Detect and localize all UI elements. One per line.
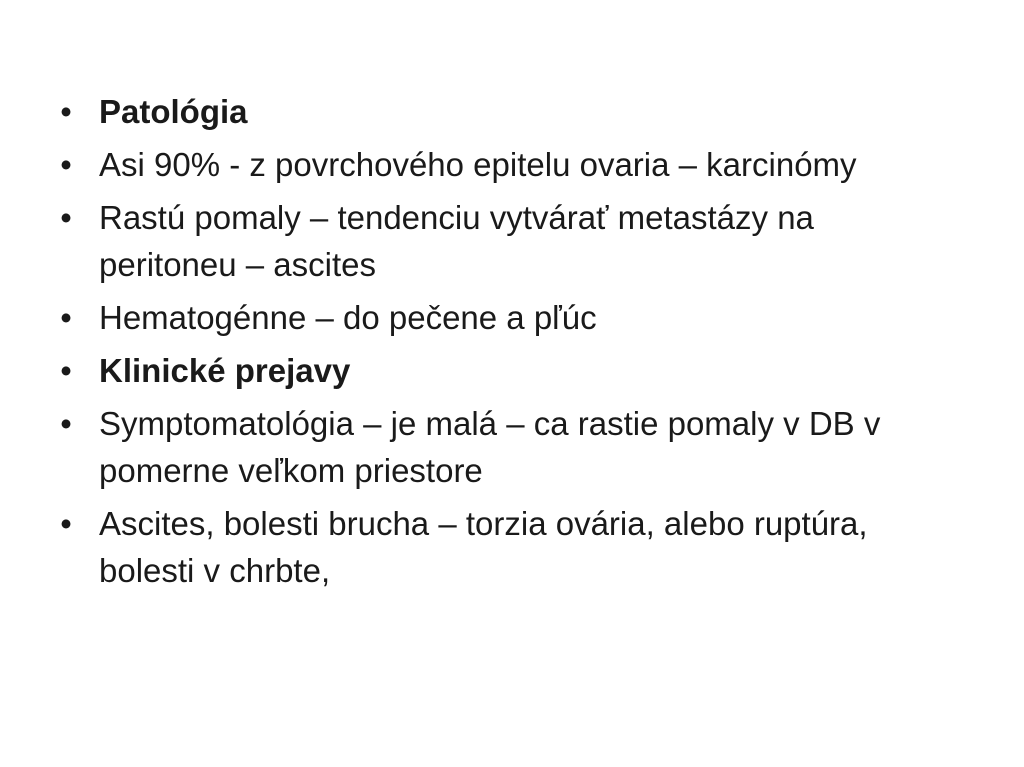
bullet-icon: • bbox=[60, 505, 72, 542]
bullet-text: Rastú pomaly – tendenciu vytvárať metastázy na peritoneu – ascites bbox=[99, 199, 814, 283]
bullet-text: Asi 90% - z povrchového epitelu ovaria – karcinómy bbox=[99, 146, 857, 183]
bullet-icon: • bbox=[60, 93, 72, 130]
bullet-text: Symptomatológia – je malá – ca rastie pomaly v DB v pomerne veľkom priestore bbox=[99, 405, 881, 489]
bullet-item bbox=[56, 294, 956, 341]
bullet-text: Hematogénne – do pečene a pľúc bbox=[99, 299, 597, 336]
bullet-icon: • bbox=[60, 199, 72, 236]
bullet-list bbox=[56, 88, 956, 600]
bullet-item bbox=[56, 500, 956, 594]
bullet-text: Patológia bbox=[99, 93, 248, 130]
bullet-text: Klinické prejavy bbox=[99, 352, 351, 389]
bullet-icon: • bbox=[60, 405, 72, 442]
bullet-icon: • bbox=[60, 146, 72, 183]
bullet-text: Ascites, bolesti brucha – torzia ovária, alebo ruptúra, bolesti v chrbte, bbox=[99, 505, 868, 589]
bullet-item-pathology-heading bbox=[56, 88, 956, 135]
bullet-item bbox=[56, 194, 956, 288]
bullet-icon: • bbox=[60, 299, 72, 336]
bullet-item-clinical-heading bbox=[56, 347, 956, 394]
bullet-item bbox=[56, 400, 956, 494]
bullet-icon: • bbox=[60, 352, 72, 389]
bullet-item bbox=[56, 141, 956, 188]
